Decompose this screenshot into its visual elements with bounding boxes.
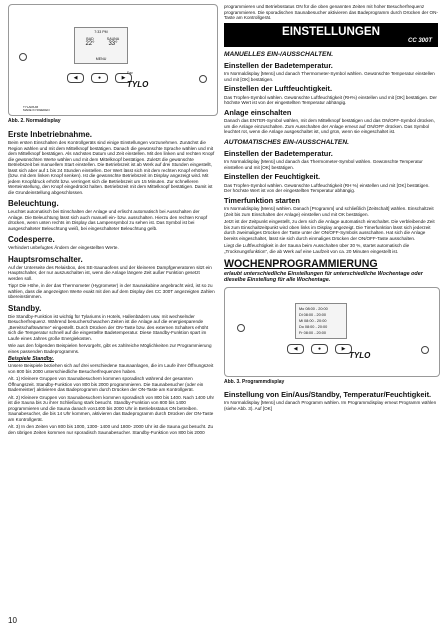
standby-title: Standby.: [8, 303, 42, 313]
luftfeuchtigkeit-title: Einstellen der Luftfeuchtigkeit.: [224, 84, 332, 93]
program-line-2: Di 08:00 - 20:00: [299, 312, 327, 317]
badetemperatur-paragraph: Im Normaldisplay [Menü] und danach Thermometer-Symbol wählen. Gewünschte Temperatur einstellen und mit [OK] bestätigen.: [224, 71, 435, 82]
left-arrow-button-2: ◀: [287, 344, 304, 354]
erste-title: Erste Inbetriebnahme.: [8, 130, 93, 139]
program-line-1: Mo 08:00 - 20:00: [299, 306, 328, 311]
wochenprogrammierung-title: WOCHENPROGRAMMIERUNG: [224, 258, 378, 270]
hauptschalter-paragraph: Auf der Unterseite des Relaisbox, des SE-Saunaofens und der kleineren Dampfgeneratoren sitzt ein Hauptschalter, der nur auszuschalten ist, wenn die Anlage längere Zeit außer Funktion gesetzt werden soll.: [8, 264, 212, 281]
program-line-5: Fr 08:00 - 20:00: [299, 330, 327, 335]
normal-display-figure: [8, 4, 218, 116]
screen-menu-label: MENU: [95, 57, 107, 61]
erste-paragraph: Beim ersten Einschalten des Kontrollgeräts sind einige Einstellungen vorzunehmen. Zunächst die Region wählen und mit dem Mittelknopf bestätigen. Danach die gewünschte Sprache wählen und mit dem Mittelknopf bestätigen. Als nächstes Datum und Zeit einstellen. Mit den linken und rechten Knopf die gewünschten Werte wählen und mit dem Mittelknopf bestätigen. Zuletzt die gewünschte Betriebszeit bei manuellem Start einstellen. Die Betriebszeit ist ab Werk auf drei Stunden eingestellt, lässt sich aber auf 1 bis 24 Stunden einstellen. Der Wert lässt sich mit dem rechten Knopf erhöhen (bzw. mit dem linken Knopf senken). Ist die gewünschte Betriebszeit im Display angezeigt wird. Mit jedem Knopfdruck erhöht bzw. verringert sich die Betriebszeit um 15 Minuten. Zur schnelleren Werteinstellung, den Knopf eingedrückt halten. Betriebszeit mit dem Mittelknopf bestätigen. Damit ist die Grundeinstellung abgeschlossen.: [8, 140, 215, 195]
program-line-4: Do 08:00 - 20:00: [299, 324, 328, 329]
badetemperatur-title: Einstellen der Badetemperatur.: [224, 60, 333, 70]
right-arrow-button: ▶: [115, 73, 132, 83]
right-arrow-button-2: ▶: [335, 344, 352, 354]
einstellungen-banner: [224, 23, 438, 47]
timer-paragraph-3: Liegt die Luftfeuchtigkeit in der Sauna beim Ausschalten über 30 %, startet automatisch die „Trocknungsfunktion“, die ab Werk auf eine Laufzeit von ca. 20 Minuten eingestellt ist.: [224, 243, 410, 254]
anlage-paragraph: Danach das ENTER-Symbol wählen, mit dem Mittelknopf bestätigen und das ON/OFF-Symbol drücken, um die Anlage einzuschalten. Zum Ausschalten der Anlage erneut auf ON/OFF drücken. Das Symbol leuchtet rot, wenn die Anlage ausgeschaltet ist, und grün, wenn sie eingeschaltet ist.: [224, 118, 435, 134]
program-screen: [295, 303, 347, 339]
program-display-figure: [224, 287, 440, 377]
page-number: 10: [8, 616, 17, 625]
hauptschalter-title: Hauptsromschalter.: [8, 254, 83, 264]
beleuchtung-paragraph: Leuchtet automatisch bei Einschalten der Anlage und erlischt automatisch bei Ausschalten der Anlage. Die Beleuchtung lässt sich auch manuell ein- bzw. ausschalten. Hierzu den rechten Knopf drücken, wenn unten rechts im Display das Lampensymbol zu sehen ist. Das Symbol ist bei ausgeschalteter Beleuchtung weiß, bei eingeschalteter Beleuchtung gelb.: [8, 209, 208, 231]
timer-paragraph-1: Im Normaldisplay [Menü] wählen. Danach [Programm] und schließlich [Zeitschalt] wählen. Einschaltzeit (Zeit bis zum Einschalten der Anlage) einstellen und mit OK bestätigen.: [224, 206, 434, 217]
fav-label: Fav: [127, 71, 133, 75]
banner-title: EINSTELLUNGEN: [282, 24, 380, 38]
badetemperatur2-title: Einstellen der Badetemperatur.: [224, 148, 333, 158]
screen-right-label: SAUNA: [106, 37, 120, 41]
program-line-3: Mi 08:00 - 20:00: [299, 318, 327, 323]
figure-caption: Abb. 2. Normaldisplay: [8, 118, 61, 124]
feuchtigkeit-title: Einstellen der Feuchtigkeit.: [224, 172, 321, 181]
center-button-2: ●: [311, 344, 328, 354]
timer-title: Timerfunktion starten: [224, 195, 300, 205]
right-side-button: [199, 75, 207, 83]
manuell-section-title: MANUELLES EIN-/AUSSCHALTEN.: [224, 50, 334, 58]
screen-left-panel: [80, 37, 100, 47]
ein-aus-title: Einstellung von Ein/Aus/Standby, Temperatur/Feuchtigkeit.: [224, 389, 432, 399]
anlage-title: Anlage einschalten: [224, 107, 292, 117]
left-side-button-2: [237, 324, 245, 332]
figure-footer: [23, 106, 50, 113]
device-screen: [74, 27, 128, 64]
beispiele-paragraph: Unsere Beispiele beziehen sich auf drei verschiedene Saunaanlagen, die im Laufe ihrer Öffnungszeit von 800 bis 2000 unterschiedliche Besucherfrequenzen haben.: [8, 363, 214, 374]
left-side-button: [19, 53, 27, 61]
screen-left-value: 22°: [85, 41, 95, 47]
left-arrow-button: ◀: [67, 73, 84, 83]
left-column: [8, 0, 216, 437]
screen-left-label: BAD: [86, 37, 94, 41]
badetemperatur2-paragraph: Im Normaldisplay [Menü] und danach das Thermometer-Symbol wählen. Gewünschte Temperatur einstellen und mit [OK] bestätigen.: [224, 159, 423, 170]
screen-time: 7:33 PM: [94, 30, 108, 34]
figure-footer-line1: TYLARIUM: [23, 105, 39, 109]
codesperre-title: Codesperre.: [8, 235, 55, 244]
tipp-paragraph: Tipp! Die Höhe, in der das Thermometer (Hygrometer) in der Saunakabine angebracht wird, ist so zu wählen, dass die angezeigten Werte exakt mit den auf dem Display des CC 300T angezeigten Zahlen übereinstimmen.: [8, 283, 215, 299]
tylo-logo-2: TYLO: [349, 350, 371, 360]
automatisch-section-title: AUTOMATISCHES EIN-/AUSSCHALTEN.: [224, 138, 349, 146]
screen-right-value: 33°: [108, 41, 118, 47]
luftfeuchtigkeit-paragraph: Das Tropfen-Symbol wählen. Gewünschte Luftfeuchtigkeit (RH%) einstellen und mit [OK] bestätigen. Der höchste Wert ist von der eingestellten Temperatur abhängig.: [224, 94, 437, 105]
banner-subtitle: CC 300T: [407, 37, 432, 44]
screen-right-panel: [102, 37, 124, 47]
tylo-logo: TYLO: [127, 80, 149, 89]
right-side-button-2: [421, 346, 429, 354]
figure2-caption: Abb. 3. Programmdisplay: [224, 378, 285, 385]
ein-aus-paragraph: Im Normaldisplay [Menü] und danach Programm wählen. Im Programmdisplay erneut Programm wählen (siehe Abb. 3). Auf [OK]: [224, 400, 437, 411]
beispiele-alt3: Alt. 3) In den Zeiten von 800 bis 1000, 1300- 1400 und 1800- 2000 Uhr ist die Sauna gut besucht. Zu den übrigen Zeiten kommen nur sporadisch Saunabesucher. Standby-Funktion von 800 bis 2000: [8, 424, 214, 435]
standby-paragraph: Die Standby-Funktion ist wichtig für Tylariums in Hotels, Hallenbädern usw. mit wechselnder Besucherfrequenz. Während besucherschwachen Zeiten ist die Anlage auf die energiesparende „Bereitschaftswärme“ eingestellt. Durch Drücken der ON-Taste bzw. des externen Schalters erhöht sich die Temperatur schnell auf die eingestellte Badetemperatur. Diese Standby-Funktion spart im Laufe eines Jahres große Energiekosten.: [8, 313, 209, 341]
feuchtigkeit-paragraph: Das Tropfen-Symbol wählen. Gewünschte Luftfeuchtigkeit (RH %) einstellen und mit [OK] bestätigen. Der höchste Wert ist von der eingestellten Temperatur abhängig.: [224, 182, 430, 193]
beispiele-alt2: Alt. 2) Kleinere Gruppen von Saunabesuchern kommen sporadisch von 800 bis 1400. Nach 1400 Uhr ist die Sauna bis zu ihrer Schließung stark besucht. Standby-Funktion von 800 bis 1400 programmieren und die Sauna danach von1400 bis 2000 Uhr in Betriebsstatus ON betreiben. Saunabesucher, die bis 14 Uhr kommen, aktivieren das Badeprogramm durch Drücken der ON-Taste am Kontrollgerät.: [8, 394, 215, 422]
wochenprogrammierung-subtitle: erlaubt unterschiedliche Einstellungen für unterschiedliche Wochentage oder dieselbe Einstellung für alle Wochentage.: [224, 271, 423, 284]
continued-paragraph: programmieren und Betriebsstatus ON für die oben genannten Zeiten mit hoher Besucherfrequenz programmieren. Die sporadischen Saunabesucher aktivieren das Badeprogramm durch Drücken der ON-Taste am Kontrollgerät.: [224, 4, 438, 20]
beispiele-alt1: Alt. 1) Kleinere Gruppen von Saunabesuchern kommen sporadisch während der gesamten Öffnungszeit. Standby-Funktion von 800 bis 2000 programmieren. Die Saunabesucher (oder ein Bademeister) aktivieren das Badeprogramm durch Drücken der ON-Taste am Kontrollgerät.: [8, 376, 204, 393]
figure-footer-line2: MADE IN SWEDEN: [23, 108, 50, 113]
right-column: [224, 0, 438, 413]
center-button: ●: [91, 73, 108, 83]
standby-paragraph-2: Wie aus den folgenden Beispielen hervorgeht, gibt es zahlreiche Möglichkeiten zur Programmierung eines passenden Badeprogramms.: [8, 343, 212, 354]
codesperre-paragraph: Verhindert unbefugtes Ändern der eingestellten Werte.: [8, 245, 119, 250]
beispiele-title: Beispiele Standby.: [8, 356, 54, 362]
timer-paragraph-2: Jetzt ist der Zeitpunkt eingestellt, zu dem sich die Anlage automatisch einschaltet. Die verbleibende Zeit bis zum Einschaltzeitpunkt wird oben links im Display angezeigt. Die Timerfunktion lässt sich jederzeit durch zweimaliges Drücken der Taste unter der ON/OFF-Symbols ausschalten. Hat sich die Anlage bereits eingeschaltet, lässt sie sich durch einmaliges Drücken der ON/OFF-Taste ausschalten.: [224, 219, 435, 241]
beleuchtung-title: Beleuchtung.: [8, 199, 59, 208]
